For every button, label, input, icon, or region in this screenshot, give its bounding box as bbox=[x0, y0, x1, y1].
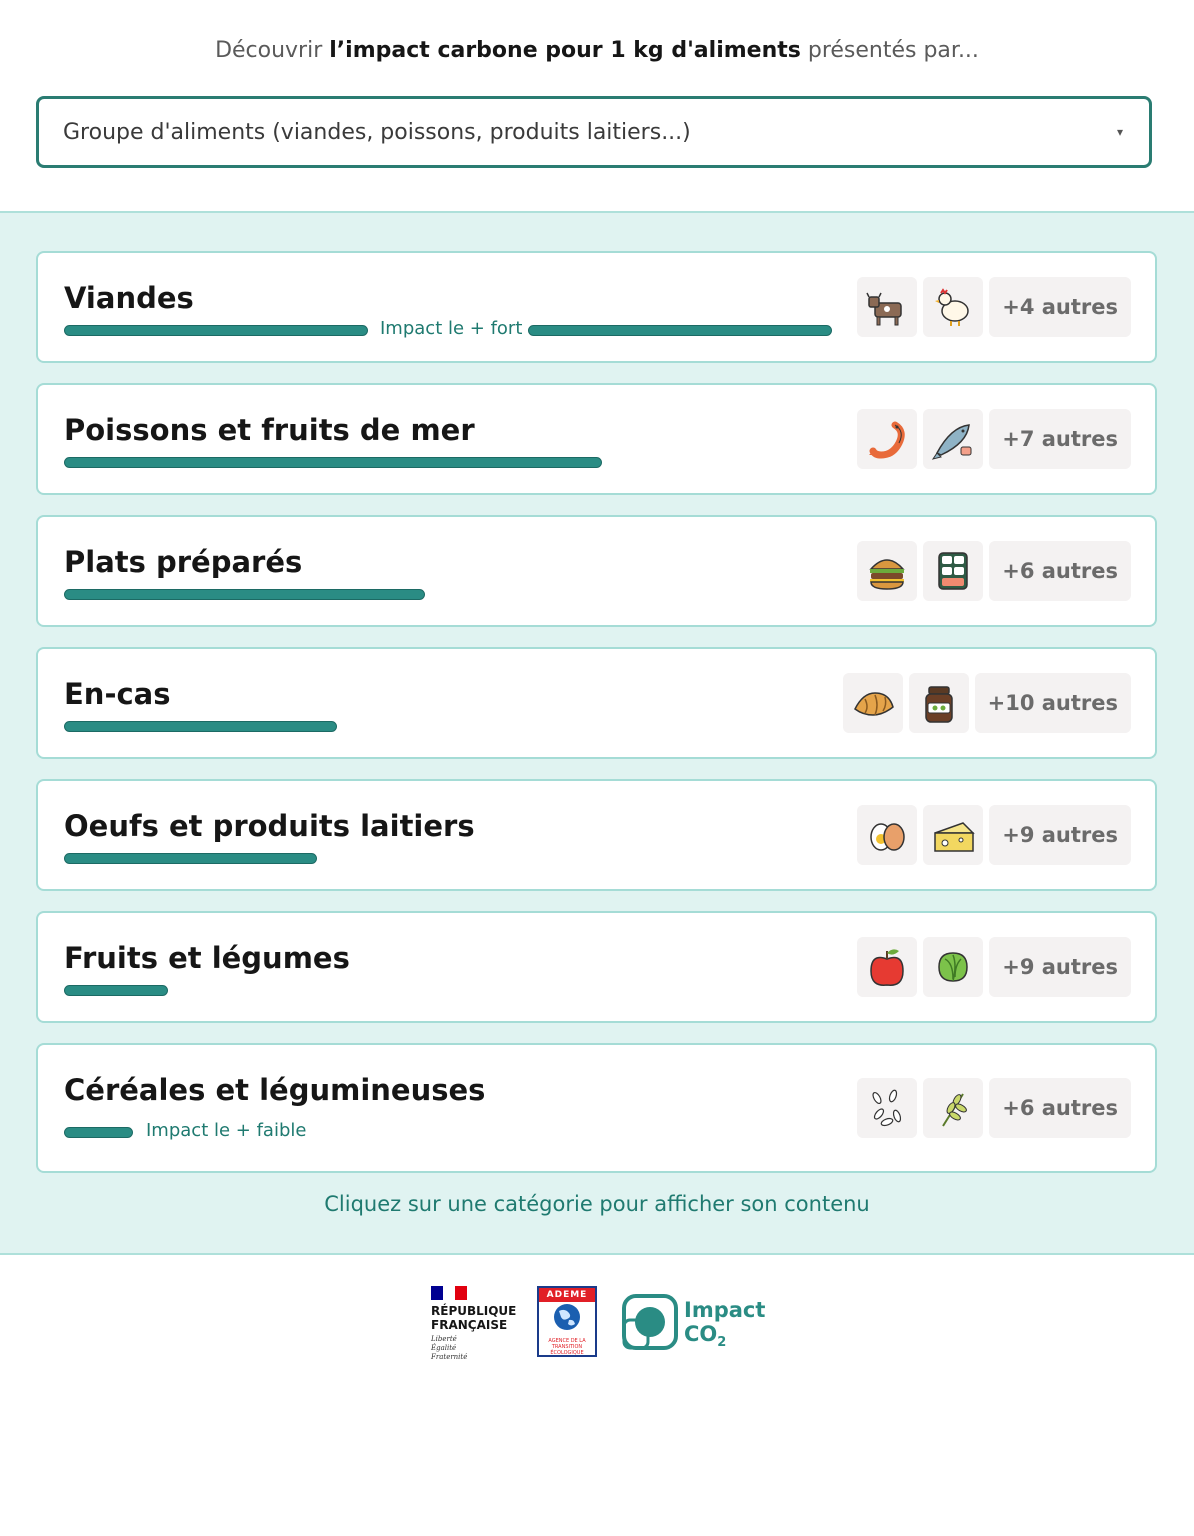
wheat-icon bbox=[923, 1078, 983, 1138]
category-card[interactable] bbox=[36, 911, 1157, 1023]
intro-text bbox=[0, 38, 1194, 63]
impact-co2-logo bbox=[622, 1294, 766, 1354]
category-card[interactable] bbox=[36, 515, 1157, 627]
rice-icon bbox=[857, 1078, 917, 1138]
category-icons bbox=[857, 937, 1131, 997]
footer bbox=[0, 1280, 1194, 1380]
sushi-icon bbox=[923, 541, 983, 601]
motto-2: Égalité bbox=[431, 1344, 457, 1352]
more-items-badge: +9 autres bbox=[989, 805, 1131, 865]
ademe-sub-3: ÉCOLOGIQUE bbox=[550, 1350, 584, 1356]
impact-logo-line-2: CO bbox=[684, 1322, 718, 1346]
category-icons bbox=[857, 277, 1131, 337]
chicken-icon bbox=[923, 277, 983, 337]
ademe-label: ADEME bbox=[539, 1288, 595, 1302]
category-title: Céréales et légumineuses bbox=[64, 1073, 486, 1107]
impact-bar bbox=[64, 985, 168, 996]
apple-icon bbox=[857, 937, 917, 997]
motto-1: Liberté bbox=[431, 1335, 457, 1343]
category-icons bbox=[857, 1078, 1131, 1138]
ademe-sub-2: TRANSITION bbox=[551, 1344, 583, 1350]
more-items-badge: +7 autres bbox=[989, 409, 1131, 469]
globe-icon bbox=[539, 1302, 595, 1332]
impact-bar bbox=[528, 325, 832, 336]
impact-bar bbox=[64, 457, 602, 468]
intro-suffix: présentés par... bbox=[800, 38, 979, 63]
burger-icon bbox=[857, 541, 917, 601]
more-items-badge: +10 autres bbox=[975, 673, 1131, 733]
category-title: En-cas bbox=[64, 677, 171, 711]
category-icons bbox=[857, 805, 1131, 865]
category-title: Poissons et fruits de mer bbox=[64, 413, 475, 447]
eggs-icon bbox=[857, 805, 917, 865]
impact-bar-label: Impact le + faible bbox=[146, 1120, 307, 1141]
category-card[interactable] bbox=[36, 647, 1157, 759]
croissant-icon bbox=[843, 673, 903, 733]
shrimp-icon bbox=[857, 409, 917, 469]
lettuce-icon bbox=[923, 937, 983, 997]
category-icons bbox=[857, 541, 1131, 601]
more-items-badge: +6 autres bbox=[989, 1078, 1131, 1138]
intro-bold: l’impact carbone pour 1 kg d'aliments bbox=[329, 38, 801, 63]
impact-logo-subscript: 2 bbox=[717, 1335, 727, 1351]
rf-line-1: RÉPUBLIQUE bbox=[431, 1304, 517, 1318]
impact-bar bbox=[64, 721, 337, 732]
category-icons bbox=[843, 673, 1131, 733]
cheese-icon bbox=[923, 805, 983, 865]
motto-3: Fraternité bbox=[431, 1353, 468, 1361]
grouping-select[interactable] bbox=[36, 96, 1152, 168]
more-items-badge: +6 autres bbox=[989, 541, 1131, 601]
category-card[interactable] bbox=[36, 383, 1157, 495]
intro-prefix: Découvrir bbox=[215, 38, 330, 63]
category-title: Plats préparés bbox=[64, 545, 303, 579]
category-card[interactable] bbox=[36, 779, 1157, 891]
more-items-badge: +4 autres bbox=[989, 277, 1131, 337]
republique-francaise-logo bbox=[431, 1286, 516, 1362]
fish-icon bbox=[923, 409, 983, 469]
category-card[interactable] bbox=[36, 251, 1157, 363]
more-items-badge: +9 autres bbox=[989, 937, 1131, 997]
category-title: Oeufs et produits laitiers bbox=[64, 809, 475, 843]
category-title: Viandes bbox=[64, 281, 194, 315]
impact-bar bbox=[64, 1127, 133, 1138]
category-panel bbox=[0, 211, 1194, 1255]
category-title: Fruits et légumes bbox=[64, 941, 350, 975]
french-flag-icon bbox=[431, 1286, 467, 1300]
category-card[interactable] bbox=[36, 1043, 1157, 1173]
impact-bar-label: Impact le + fort bbox=[380, 318, 523, 339]
ademe-logo bbox=[537, 1286, 597, 1357]
chevron-down-icon: ▾ bbox=[1116, 125, 1123, 139]
ademe-sub-1: AGENCE DE LA bbox=[548, 1338, 586, 1344]
header-section bbox=[0, 0, 1194, 211]
cow-icon bbox=[857, 277, 917, 337]
impact-logo-line-1: Impact bbox=[684, 1298, 766, 1322]
rf-line-2: FRANÇAISE bbox=[431, 1318, 508, 1332]
hint-text: Cliquez sur une catégorie pour afficher son contenu bbox=[324, 1192, 870, 1216]
impact-bar bbox=[64, 853, 317, 864]
impact-bar bbox=[64, 589, 425, 600]
spread-jar-icon bbox=[909, 673, 969, 733]
grouping-select-value: Groupe d'aliments (viandes, poissons, produits laitiers...) bbox=[63, 120, 691, 145]
impact-co2-icon bbox=[622, 1294, 678, 1350]
impact-bar bbox=[64, 325, 368, 336]
category-icons bbox=[857, 409, 1131, 469]
